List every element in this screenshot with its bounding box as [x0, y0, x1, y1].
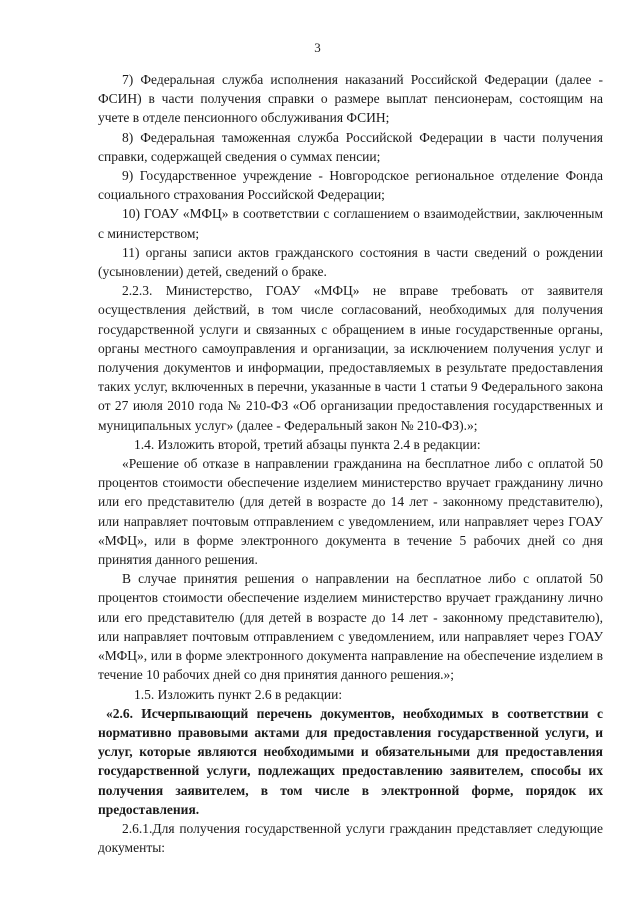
- paragraph-item-10: 10) ГОАУ «МФЦ» в соответствии с соглашением о взаимодействии, заключенным с министерством;: [98, 206, 603, 241]
- paragraph-1-4: 1.4. Изложить второй, третий абзацы пункта 2.4 в редакции:: [134, 436, 481, 452]
- paragraph-refusal-decision: «Решение об отказе в направлении гражданина на бесплатное либо с оплатой 50 процентов стоимости обеспечение изделием министерство вручает гражданину лично или его представителю (для детей в возрасте до 14 лет - законному представителю), или направляет почтовым отправлением с уведомлением, или направляет через ГОАУ «МФЦ», или в форме электронного документа в течение 5 рабочих дней со дня принятия данного решения.: [98, 456, 603, 568]
- document-body: [98, 70, 603, 857]
- paragraph-item-9: 9) Государственное учреждение - Новгородское региональное отделение Фонда социального страхования Российской Федерации;: [98, 168, 603, 203]
- paragraph-2-6-1: 2.6.1.Для получения государственной услуги гражданин представляет следующие документы:: [98, 820, 603, 856]
- paragraph-item-8: 8) Федеральная таможенная служба Российской Федерации в части получения справки, содержащей сведения о суммах пенсии;: [98, 129, 603, 164]
- paragraph-1-5: 1.5. Изложить пункт 2.6 в редакции:: [134, 686, 343, 702]
- paragraph-2-6-heading: «2.6. Исчерпывающий перечень документов, необходимых в соответствии с нормативно правовыми актами для предоставления государственной услуги, и услуг, которые являются необходимыми и обязательными для предоставления государственной услуги, подлежащих предоставлению заявителем, способы их получения заявителем, в том числе в электронной форме, порядок их предоставления.: [98, 705, 603, 817]
- paragraph-item-7: 7) Федеральная служба исполнения наказаний Российской Федерации (далее - ФСИН) в части получения справки о размере выплат пенсионерам, состоящим на учете в отделе пенсионного обслуживания ФСИН;: [98, 72, 603, 126]
- page-number: 3: [314, 40, 321, 55]
- paragraph-referral-decision: В случае принятия решения о направлении на бесплатное либо с оплатой 50 процентов стоимости обеспечение изделием министерство вручает гражданину лично или его представителю (для детей в возрасте до 14 лет - законному представителю), или направляет почтовым отправлением с уведомлением, или направляет через ГОАУ «МФЦ», или в форме электронного документа направление на обеспечение изделием в течение 10 рабочих дней со дня принятия данного решения.»;: [98, 571, 603, 683]
- paragraph-2-2-3: 2.2.3. Министерство, ГОАУ «МФЦ» не вправе требовать от заявителя осуществления действий, в том числе согласований, необходимых для получения государственной услуги и связанных с обращением в иные государственные органы, органы местного самоуправления и организации, за исключением получения услуг и получения документов и информации, предоставляемых в результате предоставления таких услуг, включенных в перечни, указанные в части 1 статьи 9 Федерального закона от 27 июля 2010 года № 210-ФЗ «Об организации предоставления государственных и муниципальных услуг» (далее - Федеральный закон № 210-ФЗ).»;: [98, 283, 603, 433]
- paragraph-item-11: 11) органы записи актов гражданского состояния в части сведений о рождении (усыновлении) детей, сведений о браке.: [98, 244, 603, 280]
